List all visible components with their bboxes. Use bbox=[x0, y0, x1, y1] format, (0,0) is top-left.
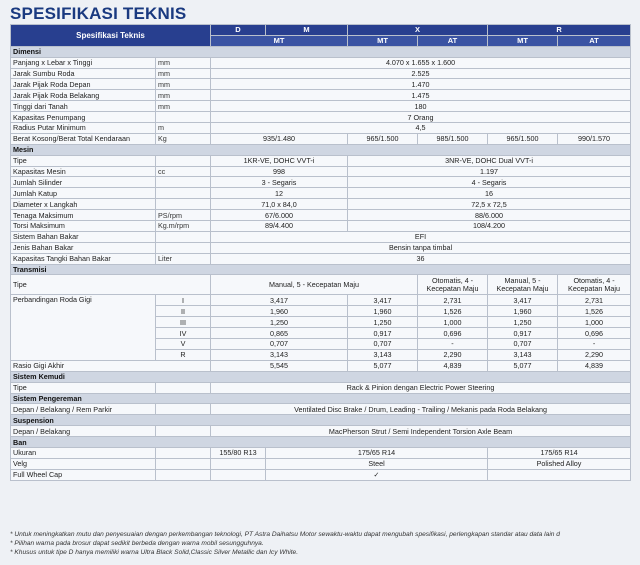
spec-row bbox=[11, 123, 631, 134]
gear-number: R bbox=[156, 349, 211, 360]
spec-value: EFI bbox=[211, 231, 631, 242]
gear-value: 1,960 bbox=[211, 306, 348, 317]
gear-value: 1,960 bbox=[488, 306, 558, 317]
spec-unit bbox=[156, 458, 211, 469]
spec-row bbox=[11, 133, 631, 144]
spec-value: 4,839 bbox=[418, 360, 488, 371]
spec-unit: mm bbox=[156, 57, 211, 68]
header-trans-r-mt: MT bbox=[488, 35, 558, 46]
footnote: * Khusus untuk tipe D hanya memiliki warna Ultra Black Solid,Classic Silver Metallic dan Icy White. bbox=[10, 549, 299, 556]
spec-value bbox=[488, 469, 631, 480]
gear-value: 3,417 bbox=[488, 295, 558, 306]
spec-value: Polished Alloy bbox=[488, 458, 631, 469]
footnote: * Pilihan warna pada brosur dapat sedikit berbeda dengan warna mobil sesungguhnya. bbox=[10, 540, 264, 547]
section-header bbox=[11, 371, 631, 382]
header-type-d: D bbox=[211, 25, 266, 36]
spec-row bbox=[11, 469, 631, 480]
spec-row bbox=[11, 404, 631, 415]
spec-label: Rasio Gigi Akhir bbox=[11, 360, 211, 371]
spec-row bbox=[11, 382, 631, 393]
gear-value: - bbox=[418, 339, 488, 350]
spec-label: Tipe bbox=[11, 155, 156, 166]
spec-value: 12 bbox=[211, 188, 348, 199]
spec-row bbox=[11, 155, 631, 166]
spec-unit: Liter bbox=[156, 253, 211, 264]
spec-value: 108/4.200 bbox=[348, 221, 631, 232]
section-header bbox=[11, 415, 631, 426]
spec-row bbox=[11, 426, 631, 437]
gear-value: 0,707 bbox=[211, 339, 348, 350]
gear-ratio-label: Perbandingan Roda Gigi bbox=[11, 295, 156, 360]
spec-row bbox=[11, 231, 631, 242]
gear-value: 0,865 bbox=[211, 328, 348, 339]
spec-value: 5,545 bbox=[211, 360, 348, 371]
spec-row bbox=[11, 458, 631, 469]
spec-value: 16 bbox=[348, 188, 631, 199]
spec-label: Sistem Bahan Bakar bbox=[11, 231, 156, 242]
header-type-r: R bbox=[488, 25, 631, 36]
spec-value: Ventilated Disc Brake / Drum, Leading - Trailing / Mekanis pada Roda Belakang bbox=[211, 404, 631, 415]
spec-label: Jenis Bahan Bakar bbox=[11, 242, 156, 253]
spec-value bbox=[211, 469, 266, 480]
gear-value: 0,707 bbox=[348, 339, 418, 350]
gear-value: 0,917 bbox=[488, 328, 558, 339]
spec-row bbox=[11, 90, 631, 101]
spec-value: 72,5 x 72,5 bbox=[348, 199, 631, 210]
gear-value: 0,707 bbox=[488, 339, 558, 350]
section-title: Sistem Pengereman bbox=[11, 393, 631, 404]
spec-label: Tipe bbox=[11, 382, 156, 393]
spec-unit bbox=[156, 404, 211, 415]
section-title: Ban bbox=[11, 437, 631, 448]
spec-value: 965/1.500 bbox=[488, 133, 558, 144]
spec-row bbox=[11, 221, 631, 232]
gear-value: 2,290 bbox=[418, 349, 488, 360]
header-type-x: X bbox=[348, 25, 488, 36]
spec-value: 5,077 bbox=[348, 360, 418, 371]
spec-unit bbox=[156, 469, 211, 480]
spec-value: Steel bbox=[266, 458, 488, 469]
section-header bbox=[11, 144, 631, 155]
gear-value: 1,960 bbox=[348, 306, 418, 317]
spec-value: Otomatis, 4 - Kecepatan Maju bbox=[418, 275, 488, 295]
spec-value: 4 - Segaris bbox=[348, 177, 631, 188]
spec-row bbox=[11, 68, 631, 79]
header-trans-x-mt: MT bbox=[348, 35, 418, 46]
spec-value: 1KR-VE, DOHC VVT-i bbox=[211, 155, 348, 166]
section-header bbox=[11, 46, 631, 57]
spec-label: Jumlah Silinder bbox=[11, 177, 156, 188]
spec-unit bbox=[156, 382, 211, 393]
gear-value: 0,696 bbox=[558, 328, 631, 339]
spec-label: Tenaga Maksimum bbox=[11, 210, 156, 221]
spec-value: 985/1.500 bbox=[418, 133, 488, 144]
spec-value: 175/65 R14 bbox=[266, 447, 488, 458]
spec-row bbox=[11, 57, 631, 68]
spec-label: Jarak Pijak Roda Belakang bbox=[11, 90, 156, 101]
footnote: * Untuk meningkatkan mutu dan penyesuaian dengan perkembangan teknologi, PT Astra Daihatsu Motor sewaktu-waktu dapat mengubah spesifikasi, perlengkapan standar atau data lain d bbox=[10, 531, 560, 538]
spec-row bbox=[11, 199, 631, 210]
spec-row bbox=[11, 112, 631, 123]
gear-number: III bbox=[156, 317, 211, 328]
gear-number: V bbox=[156, 339, 211, 350]
spec-value: 180 bbox=[211, 101, 631, 112]
spec-unit bbox=[156, 188, 211, 199]
spec-label: Berat Kosong/Berat Total Kendaraan bbox=[11, 133, 156, 144]
gear-number: IV bbox=[156, 328, 211, 339]
spec-row bbox=[11, 275, 631, 295]
spec-label: Jumlah Katup bbox=[11, 188, 156, 199]
spec-value: 88/6.000 bbox=[348, 210, 631, 221]
section-title: Transmisi bbox=[11, 264, 631, 275]
spec-unit bbox=[156, 112, 211, 123]
spec-value: 2.525 bbox=[211, 68, 631, 79]
spec-label: Jarak Pijak Roda Depan bbox=[11, 79, 156, 90]
spec-unit: mm bbox=[156, 68, 211, 79]
header-trans-dm-mt: MT bbox=[211, 35, 348, 46]
spec-label: Velg bbox=[11, 458, 156, 469]
gear-value: 3,143 bbox=[211, 349, 348, 360]
section-header bbox=[11, 437, 631, 448]
header-trans-r-at: AT bbox=[558, 35, 631, 46]
spec-unit: Kg.m/rpm bbox=[156, 221, 211, 232]
spec-value: 7 Orang bbox=[211, 112, 631, 123]
gear-value: 0,696 bbox=[418, 328, 488, 339]
spec-row bbox=[11, 253, 631, 264]
spec-label: Radius Putar Minimum bbox=[11, 123, 156, 134]
gear-value: 3,417 bbox=[211, 295, 348, 306]
gear-value: 1,526 bbox=[558, 306, 631, 317]
spec-value: 965/1.500 bbox=[348, 133, 418, 144]
spec-row bbox=[11, 242, 631, 253]
spec-row bbox=[11, 166, 631, 177]
gear-value: 1,000 bbox=[418, 317, 488, 328]
spec-value: 1.197 bbox=[348, 166, 631, 177]
gear-value: 1,250 bbox=[348, 317, 418, 328]
spec-value: 5,077 bbox=[488, 360, 558, 371]
spec-value: Manual, 5 - Kecepatan Maju bbox=[488, 275, 558, 295]
spec-row bbox=[11, 210, 631, 221]
gear-number: I bbox=[156, 295, 211, 306]
spec-label: Kapasitas Tangki Bahan Bakar bbox=[11, 253, 156, 264]
gear-value: 1,526 bbox=[418, 306, 488, 317]
spec-label: Depan / Belakang bbox=[11, 426, 156, 437]
spec-value: 71,0 x 84,0 bbox=[211, 199, 348, 210]
spec-unit bbox=[156, 177, 211, 188]
gear-value: 2,731 bbox=[418, 295, 488, 306]
spec-value: 998 bbox=[211, 166, 348, 177]
spec-value: 3NR-VE, DOHC Dual VVT-i bbox=[348, 155, 631, 166]
spec-value: Manual, 5 - Kecepatan Maju bbox=[211, 275, 418, 295]
spec-unit bbox=[156, 447, 211, 458]
header-trans-x-at: AT bbox=[418, 35, 488, 46]
spec-value: 1.470 bbox=[211, 79, 631, 90]
footnotes bbox=[10, 530, 630, 557]
spec-label: Tinggi dari Tanah bbox=[11, 101, 156, 112]
spec-value: 175/65 R14 bbox=[488, 447, 631, 458]
spec-value: ✓ bbox=[266, 469, 488, 480]
spec-value: 67/6.000 bbox=[211, 210, 348, 221]
spec-label: Tipe bbox=[11, 275, 211, 295]
spec-value: 89/4.400 bbox=[211, 221, 348, 232]
spec-row bbox=[11, 101, 631, 112]
gear-value: 1,250 bbox=[488, 317, 558, 328]
spec-unit bbox=[156, 426, 211, 437]
spec-value: MacPherson Strut / Semi Independent Torsion Axle Beam bbox=[211, 426, 631, 437]
spec-value bbox=[211, 458, 266, 469]
spec-value: 36 bbox=[211, 253, 631, 264]
section-title: Mesin bbox=[11, 144, 631, 155]
spec-unit: PS/rpm bbox=[156, 210, 211, 221]
spec-value: 4,839 bbox=[558, 360, 631, 371]
gear-number: II bbox=[156, 306, 211, 317]
spec-unit bbox=[156, 199, 211, 210]
spec-unit: mm bbox=[156, 90, 211, 101]
gear-value: 2,731 bbox=[558, 295, 631, 306]
page-title: SPESIFIKASI TEKNIS bbox=[10, 4, 187, 23]
spec-label: Jarak Sumbu Roda bbox=[11, 68, 156, 79]
spec-value: 155/80 R13 bbox=[211, 447, 266, 458]
gear-row bbox=[11, 295, 631, 306]
section-header bbox=[11, 393, 631, 404]
section-title: Dimensi bbox=[11, 46, 631, 57]
header-label: Spesifikasi Teknis bbox=[11, 25, 211, 47]
spec-unit: Kg bbox=[156, 133, 211, 144]
spec-label: Panjang x Lebar x Tinggi bbox=[11, 57, 156, 68]
gear-value: - bbox=[558, 339, 631, 350]
spec-value: 4.070 x 1.655 x 1.600 bbox=[211, 57, 631, 68]
spec-unit bbox=[156, 155, 211, 166]
spec-unit bbox=[156, 231, 211, 242]
spec-label: Ukuran bbox=[11, 447, 156, 458]
section-title: Sistem Kemudi bbox=[11, 371, 631, 382]
section-header bbox=[11, 264, 631, 275]
spec-unit: mm bbox=[156, 79, 211, 90]
spec-unit bbox=[156, 242, 211, 253]
spec-value: 990/1.570 bbox=[558, 133, 631, 144]
gear-value: 1,000 bbox=[558, 317, 631, 328]
spec-unit: m bbox=[156, 123, 211, 134]
spec-label: Full Wheel Cap bbox=[11, 469, 156, 480]
spec-value: Otomatis, 4 - Kecepatan Maju bbox=[558, 275, 631, 295]
gear-value: 1,250 bbox=[211, 317, 348, 328]
spec-value: 1.475 bbox=[211, 90, 631, 101]
spec-value: Rack & Pinion dengan Electric Power Steering bbox=[211, 382, 631, 393]
spec-value: 3 - Segaris bbox=[211, 177, 348, 188]
spec-label: Kapasitas Penumpang bbox=[11, 112, 156, 123]
spec-label: Diameter x Langkah bbox=[11, 199, 156, 210]
gear-value: 3,143 bbox=[488, 349, 558, 360]
spec-label: Depan / Belakang / Rem Parkir bbox=[11, 404, 156, 415]
spec-label: Torsi Maksimum bbox=[11, 221, 156, 232]
spec-row bbox=[11, 447, 631, 458]
header-type-m: M bbox=[266, 25, 348, 36]
spec-label: Kapasitas Mesin bbox=[11, 166, 156, 177]
spec-row bbox=[11, 79, 631, 90]
spec-value: Bensin tanpa timbal bbox=[211, 242, 631, 253]
spec-unit: mm bbox=[156, 101, 211, 112]
gear-value: 3,143 bbox=[348, 349, 418, 360]
spec-row bbox=[11, 177, 631, 188]
spec-table bbox=[10, 24, 631, 481]
gear-value: 0,917 bbox=[348, 328, 418, 339]
spec-value: 4,5 bbox=[211, 123, 631, 134]
spec-row bbox=[11, 188, 631, 199]
gear-value: 3,417 bbox=[348, 295, 418, 306]
section-title: Suspension bbox=[11, 415, 631, 426]
spec-row bbox=[11, 360, 631, 371]
spec-value: 935/1.480 bbox=[211, 133, 348, 144]
spec-unit: cc bbox=[156, 166, 211, 177]
gear-value: 2,290 bbox=[558, 349, 631, 360]
